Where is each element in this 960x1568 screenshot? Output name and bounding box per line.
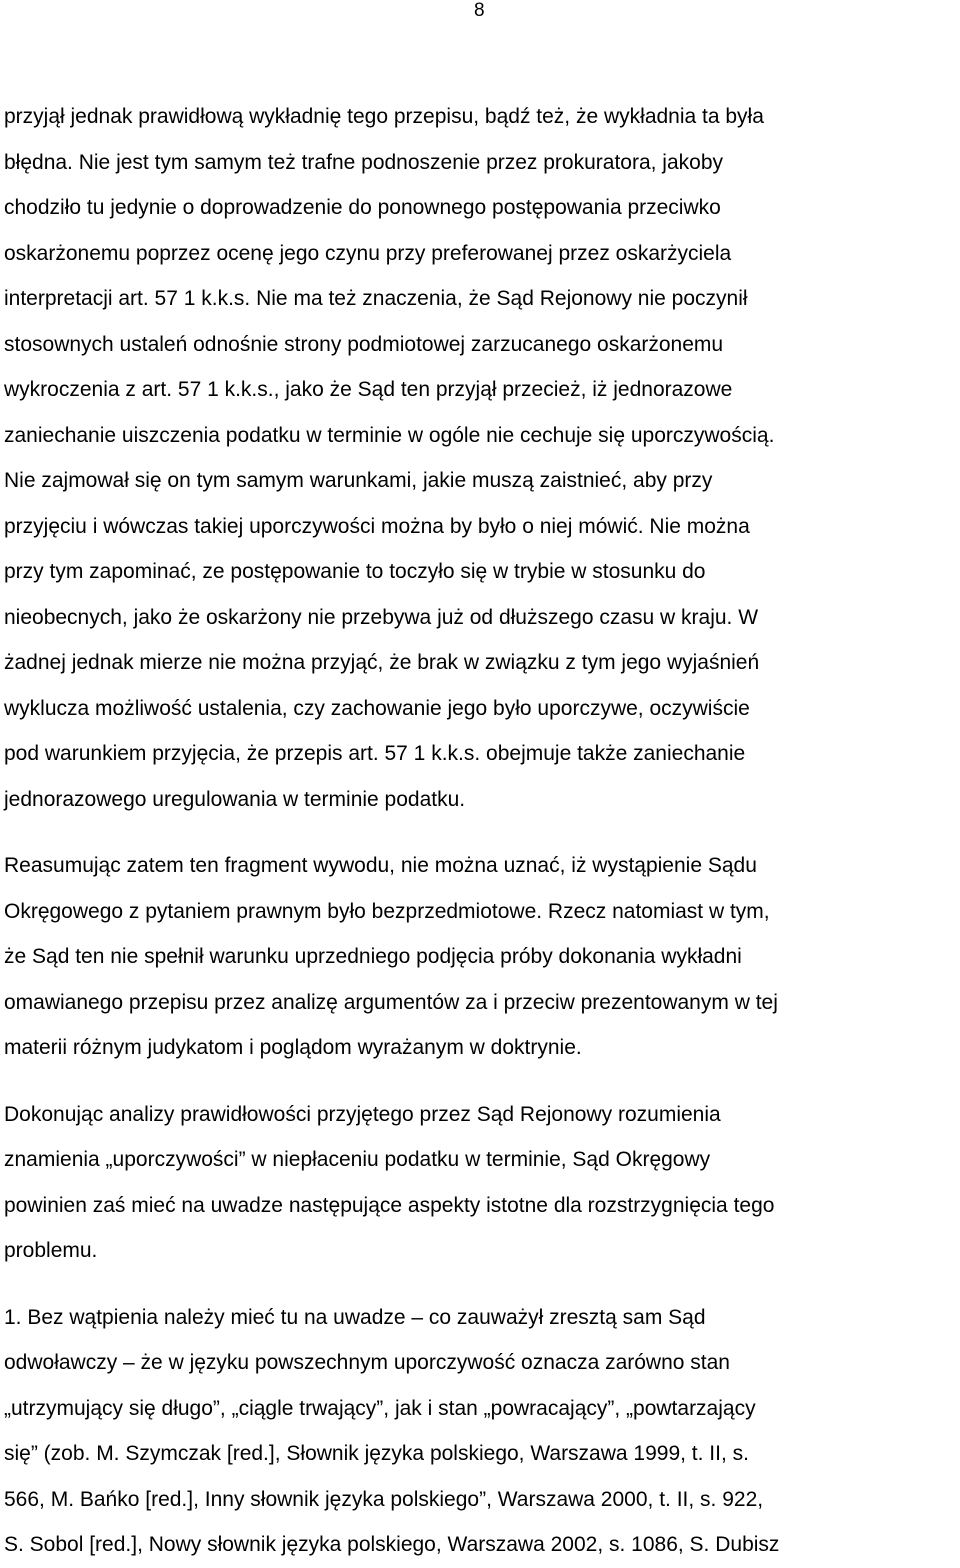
text-line: materii różnym judykatom i poglądom wyrażanym w doktrynie. xyxy=(4,1036,582,1059)
paragraph-spacer xyxy=(4,822,956,843)
text-line: Okręgowego z pytaniem prawnym było bezprzedmiotowe. Rzecz natomiast w tym, xyxy=(4,899,770,923)
text-line: błędna. Nie jest tym samym też trafne podnoszenie przez prokuratora, jakoby xyxy=(4,150,724,174)
text-line: się” (zob. M. Szymczak [red.], Słownik języka polskiego, Warszawa 1999, t. II, s. xyxy=(4,1442,749,1465)
text-line: znamienia „uporczywości” w niepłaceniu podatku w terminie, Sąd Okręgowy xyxy=(4,1148,711,1171)
text-line: przyjął jednak prawidłową wykładnię tego przepisu, bądź też, że wykładnia ta była xyxy=(4,105,764,128)
text-line: oskarżonemu poprzez ocenę jego czynu przy preferowanej przez oskarżyciela xyxy=(4,241,732,265)
text-line: stosownych ustaleń odnośnie strony podmiotowej zarzucanego oskarżonemu xyxy=(4,332,724,356)
text-line: pod warunkiem przyjęcia, że przepis art. 57 1 k.k.s. obejmuje także zaniechanie xyxy=(4,742,746,765)
paragraph-1 xyxy=(4,94,956,822)
text-line: wykroczenia z art. 57 1 k.k.s., jako że Sąd ten przyjął przecież, iż jednorazowe xyxy=(4,378,733,401)
paragraph-spacer xyxy=(4,1274,956,1295)
text-line: interpretacji art. 57 1 k.k.s. Nie ma też znaczenia, że Sąd Rejonowy nie poczynił xyxy=(4,287,748,310)
text-line: żadnej jednak mierze nie można przyjąć, że brak w związku z tym jego wyjaśnień xyxy=(4,651,760,674)
text-line: „utrzymujący się długo”, „ciągle trwający”, jak i stan „powracający”, „powtarzający xyxy=(4,1396,756,1420)
paragraph-2 xyxy=(4,843,956,1071)
text-line: że Sąd ten nie spełnił warunku uprzedniego podjęcia próby dokonania wykładni xyxy=(4,945,742,968)
text-line: powinien zaś mieć na uwadze następujące aspekty istotne dla rozstrzygnięcia tego xyxy=(4,1193,775,1217)
document-body xyxy=(4,94,956,1568)
page-number: 8 xyxy=(474,0,485,21)
text-line: Nie zajmował się on tym samym warunkami, jakie muszą zaistnieć, aby przy xyxy=(4,469,713,492)
paragraph-4 xyxy=(4,1295,956,1568)
text-line: wyklucza możliwość ustalenia, czy zachowanie jego było uporczywe, oczywiście xyxy=(4,696,750,720)
text-line: 566, M. Bańko [red.], Inny słownik języka polskiego”, Warszawa 2000, t. II, s. 922, xyxy=(4,1487,764,1511)
text-line: Dokonując analizy prawidłowości przyjętego przez Sąd Rejonowy rozumienia xyxy=(4,1102,721,1126)
text-line: S. Sobol [red.], Nowy słownik języka polskiego, Warszawa 2002, s. 1086, S. Dubisz xyxy=(4,1533,780,1556)
paragraph-3 xyxy=(4,1092,956,1274)
text-line: 1. Bez wątpienia należy mieć tu na uwadze – co zauważył zresztą sam Sąd xyxy=(4,1305,706,1329)
text-line: odwoławczy – że w języku powszechnym uporczywość oznacza zarówno stan xyxy=(4,1351,730,1374)
text-line: przyjęciu i wówczas takiej uporczywości można by było o niej mówić. Nie można xyxy=(4,514,750,538)
paragraph-spacer xyxy=(4,1071,956,1092)
text-line: nieobecnych, jako że oskarżony nie przebywa już od dłuższego czasu w kraju. W xyxy=(4,605,759,629)
text-line: problemu. xyxy=(4,1239,98,1262)
text-line: Reasumując zatem ten fragment wywodu, nie można uznać, iż wystąpienie Sądu xyxy=(4,854,757,877)
text-line: jednorazowego uregulowania w terminie podatku. xyxy=(4,787,466,811)
text-line: chodziło tu jedynie o doprowadzenie do ponownego postępowania przeciwko xyxy=(4,196,721,219)
text-line: omawianego przepisu przez analizę argumentów za i przeciw prezentowanym w tej xyxy=(4,990,778,1014)
text-line: przy tym zapominać, ze postępowanie to toczyło się w trybie w stosunku do xyxy=(4,560,706,583)
text-line: zaniechanie uiszczenia podatku w terminie w ogóle nie cechuje się uporczywością. xyxy=(4,423,775,447)
